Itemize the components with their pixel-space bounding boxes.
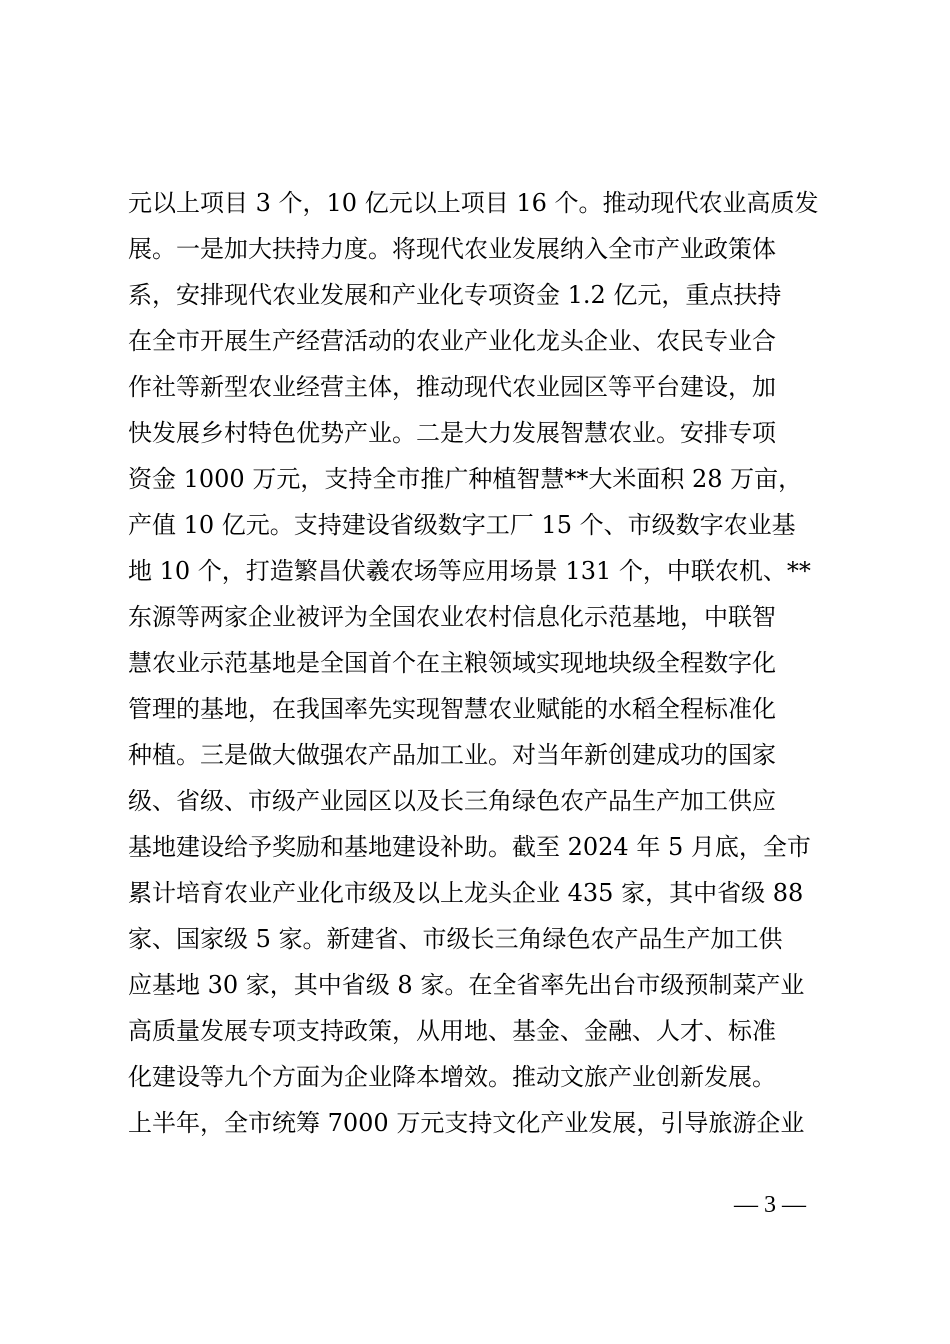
text-line-18: 应基地 30 家，其中省级 8 家。在全省率先出台市级预制菜产业 bbox=[128, 971, 805, 999]
body-text bbox=[128, 180, 848, 1146]
text-line-20: 化建设等九个方面为企业降本增效。推动文旅产业创新发展。 bbox=[128, 1063, 776, 1091]
page-number: — 3 — bbox=[734, 1192, 806, 1218]
text-line-15: 基地建设给予奖励和基地建设补助。截至 2024 年 5 月底，全市 bbox=[128, 833, 811, 861]
text-line-9: 地 10 个，打造繁昌伏羲农场等应用场景 131 个，中联农机、** bbox=[128, 557, 811, 585]
text-line-16: 累计培育农业产业化市级及以上龙头企业 435 家，其中省级 88 bbox=[128, 879, 804, 907]
text-line-8: 产值 10 亿元。支持建设省级数字工厂 15 个、市级数字农业基 bbox=[128, 511, 796, 539]
text-line-11: 慧农业示范基地是全国首个在主粮领域实现地块级全程数字化 bbox=[128, 649, 776, 677]
text-line-19: 高质量发展专项支持政策，从用地、基金、金融、人才、标准 bbox=[128, 1017, 776, 1045]
text-line-5: 作社等新型农业经营主体，推动现代农业园区等平台建设，加 bbox=[128, 373, 776, 401]
text-line-2: 展。一是加大扶持力度。将现代农业发展纳入全市产业政策体 bbox=[128, 235, 776, 263]
text-line-4: 在全市开展生产经营活动的农业产业化龙头企业、农民专业合 bbox=[128, 327, 776, 355]
text-line-3: 系，安排现代农业发展和产业化专项资金 1.2 亿元，重点扶持 bbox=[128, 281, 782, 309]
text-line-1: 元以上项目 3 个，10 亿元以上项目 16 个。推动现代农业高质发 bbox=[128, 189, 819, 217]
text-line-13: 种植。三是做大做强农产品加工业。对当年新创建成功的国家 bbox=[128, 741, 776, 769]
text-line-6: 快发展乡村特色优势产业。二是大力发展智慧农业。安排专项 bbox=[128, 419, 776, 447]
text-line-21: 上半年，全市统筹 7000 万元支持文化产业发展，引导旅游企业 bbox=[128, 1109, 805, 1137]
text-line-7: 资金 1000 万元，支持全市推广种植智慧**大米面积 28 万亩， bbox=[128, 465, 803, 493]
text-line-14: 级、省级、市级产业园区以及长三角绿色农产品生产加工供应 bbox=[128, 787, 776, 815]
text-line-12: 管理的基地，在我国率先实现智慧农业赋能的水稻全程标准化 bbox=[128, 695, 776, 723]
text-line-10: 东源等两家企业被评为全国农业农村信息化示范基地，中联智 bbox=[128, 603, 776, 631]
text-line-17: 家、国家级 5 家。新建省、市级长三角绿色农产品生产加工供 bbox=[128, 925, 783, 953]
